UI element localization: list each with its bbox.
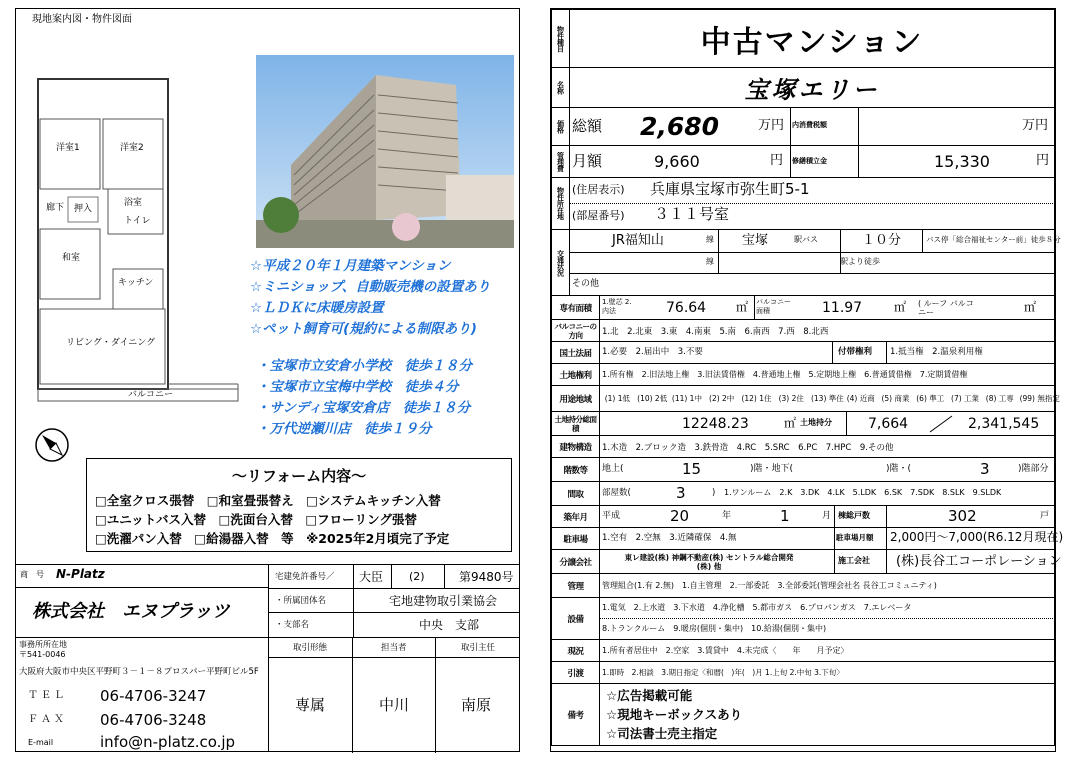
address: 大阪府大阪市中央区平野町３－１－８プロスパー平野町ビル5F [19, 667, 259, 677]
area-kind: 1.壁芯 2.内法 [602, 298, 632, 315]
zone-11: (7) 工業 [951, 394, 980, 403]
station: 宝塚 [742, 233, 769, 248]
line: JR福知山 [612, 233, 664, 248]
month: 1 [780, 507, 790, 525]
zone-13: (99) 無指定 [1019, 394, 1060, 403]
building-photo [256, 55, 514, 248]
floorplan [28, 39, 243, 404]
roof-label: ( ルーフ バルコニー [918, 299, 974, 317]
land-right: 1.所有権 2.旧法地上権 3.旧法賃借権 4.普通地上権 5.定期地上権 6.普通賃借権 7.定期賃借権 [600, 364, 1055, 386]
structure: 1.木造 2.ブロック造 3.鉄骨造 4.RC 5.SRC 6.PC 7.HPC 9.その他 [600, 436, 1055, 458]
assoc-label: ・所属団体名 [275, 596, 327, 606]
balcony: 11.97 [822, 300, 863, 316]
nearby-4: ・万代逆瀬川店 徒歩１９分 [256, 421, 432, 437]
property-name: 宝塚エリー [570, 68, 1055, 108]
minutes: １０分 [862, 233, 902, 248]
price-label: 価格 [552, 108, 570, 146]
col-staff: 担当者 [381, 643, 407, 653]
kind: 中古マンション [570, 10, 1055, 68]
staff: 中川 [379, 696, 410, 714]
fax: 06-4706-3248 [100, 711, 207, 729]
status-label: 現況 [552, 640, 600, 662]
rooms-end: ) [712, 488, 716, 498]
zone-5: (12) 1住 [741, 394, 772, 403]
highlight-1: ☆平成２０年１月建築マンション [250, 258, 451, 274]
nearby-1: ・宝塚市立安倉小学校 徒歩１８分 [256, 358, 472, 374]
zip: 〒541-0046 [19, 650, 66, 659]
row-seller [552, 550, 1055, 574]
spec-table [551, 9, 1061, 296]
seller: 東レ建設(株) 神鋼不動産(株) セントラル総合開発(株) 他 [624, 553, 794, 571]
land-share-label: 土地持分総面積 [552, 412, 600, 436]
land-right-label: 土地権利 [552, 364, 600, 386]
land-total: 12248.23 [682, 416, 749, 432]
zone-9: (5) 商業 [881, 394, 910, 403]
line2-suffix: 線 [706, 257, 714, 266]
row-status [552, 640, 1055, 662]
nearby-list [256, 354, 518, 438]
units: 302 [948, 507, 977, 525]
row-facility [552, 598, 1055, 640]
notes-label: 備考 [552, 684, 600, 746]
room-label-1: 洋室1 [56, 143, 80, 153]
row-law [552, 342, 1055, 364]
office-label: 事務所所在地 [19, 640, 67, 649]
row-structure [552, 436, 1055, 458]
row-direction [552, 320, 1055, 342]
row-built [552, 506, 1055, 528]
rooms-pre: 部屋数( [602, 488, 631, 498]
tax-label: 内消費税額 [792, 121, 827, 129]
facility-2: 8.トランクルーム 9.暖房(個別・集中) 10.給湯(個別・集中) [602, 624, 827, 633]
floors-label: 階数等 [552, 458, 600, 482]
row-manage [552, 574, 1055, 598]
station-suffix: 駅バス [794, 235, 818, 244]
row-area [552, 296, 1055, 320]
parking-fee: 2,000円～7,000(R6.12月現在) [890, 530, 1064, 544]
reform-line-1: □全室クロス張替 □和室畳張替え □システムキッチン入替 [95, 493, 441, 508]
price-unit: 万円 [758, 118, 785, 133]
highlight-2: ☆ミニショップ、自動販売機の設置あり [250, 279, 491, 295]
note-2: ☆現地キーボックスあり [606, 707, 743, 722]
room-label-9: 浴室 [124, 198, 143, 208]
branch-label: ・支部名 [275, 620, 310, 630]
zone-2: (10) 2低 [637, 394, 668, 403]
mgmt-fee: 9,660 [654, 152, 700, 171]
builder: (株)長谷工コーポレーション [896, 554, 1062, 569]
price: 2,680 [640, 112, 720, 141]
traffic-label: 交通状況 [552, 230, 570, 296]
room: ３１１号室 [654, 205, 730, 223]
room-label-10: トイレ [124, 216, 151, 226]
fraction-slash [926, 414, 956, 434]
row-name [552, 68, 1055, 108]
land-total-unit: ㎡ [784, 416, 797, 430]
balcony-label: バルコニー面積 [756, 298, 791, 315]
addr-kind: (住居表示) [572, 183, 625, 196]
compass-icon [34, 427, 70, 463]
roof-unit: ㎡ [1024, 300, 1037, 314]
license-round: (2) [409, 570, 425, 583]
above-end: )階・地下( [750, 464, 794, 474]
area-unit: ㎡ [736, 300, 749, 314]
zone-7: (13) 準住 [810, 394, 844, 403]
bus-note: バス停「総合福祉センター前」徒歩８分 [926, 235, 1061, 244]
balcony-unit: ㎡ [894, 300, 907, 314]
law: 1.必要 2.届出中 3.不要 [602, 347, 703, 357]
tel: 06-4706-3247 [100, 687, 207, 705]
row-handover [552, 662, 1055, 684]
seller-label: 分譲会社 [552, 550, 600, 574]
area: 76.64 [666, 300, 707, 316]
repair-fee: 15,330 [934, 152, 990, 171]
zone-10: (6) 準工 [916, 394, 945, 403]
monthly-label: 月額 [572, 152, 603, 170]
directions: 1.北 2.北東 3.東 4.南東 5.南 6.南西 7.西 8.北西 [600, 320, 1055, 342]
handover: 1.即時 2.相談 3.期日指定〈和暦( )年( )月 1.上旬 2.中旬 3.下旬〉 [600, 662, 1055, 684]
note-1: ☆広告掲載可能 [606, 688, 693, 703]
row-kind [552, 10, 1055, 68]
loc-label: 物件所在地 [552, 178, 570, 230]
builder-label: 施工会社 [838, 556, 870, 565]
parking-fee-label: 駐車場月額 [836, 533, 874, 542]
spec-table-lower [551, 295, 1064, 746]
walk-label: 駅より徒歩 [840, 257, 880, 266]
era: 平成 [602, 511, 621, 521]
property-flyer-left [15, 8, 520, 752]
license-label: 宅建免許番号／ [275, 572, 335, 582]
trade-label: 商 号 [20, 570, 44, 579]
room-kind: (部屋番号) [572, 209, 625, 222]
manage: 管理組合(1.有 2.無) 1.自主管理 2.一部委託 3.全部委託(管理会社名 長谷工コミュニティ) [600, 574, 1055, 598]
below-end: )階・( [886, 464, 912, 474]
layouts: 1.ワンルーム 2.K 3.DK 4.LK 5.LDK 6.SK 7.SDK 8.SLK 9.SLDK [724, 488, 1002, 497]
dir-label: バルコニーの方向 [552, 320, 600, 342]
zone-8: (4) 近商 [846, 394, 875, 403]
row-land-right [552, 364, 1055, 386]
map-title: 現地案内図・物件図面 [32, 14, 132, 25]
license-no: 第9480号 [459, 570, 514, 584]
zone-3: (11) 1中 [671, 394, 702, 403]
row-notes [552, 684, 1055, 746]
right-attached: 1.抵当権 2.温泉利用権 [890, 347, 983, 357]
mgmt-yen: 円 [770, 153, 784, 168]
kind-label: 物件種目 [552, 10, 570, 68]
zone-4: (2) 2中 [709, 394, 735, 403]
floor-end: )階部分 [1018, 464, 1049, 474]
row-zone [552, 386, 1055, 412]
room-label-2: 洋室2 [120, 143, 144, 153]
email[interactable]: info@n-platz.co.jp [100, 733, 236, 751]
company-logo: N-Platz [56, 567, 105, 581]
above-val: 15 [682, 460, 702, 478]
share-num: 7,664 [868, 416, 909, 432]
highlights [250, 254, 520, 338]
reform-line-3: □洗濯パン入替 □給湯器入替 等 ※2025年2月頃完了予定 [95, 531, 450, 546]
row-layout [552, 482, 1055, 506]
col-deal-type: 取引形態 [293, 643, 328, 653]
address: 兵庫県宝塚市弥生町5-1 [650, 180, 810, 198]
assoc: 宅地建物取引業協会 [389, 594, 498, 608]
structure-label: 建物構造 [552, 436, 600, 458]
company-name: 株式会社 エヌプラッツ [32, 601, 230, 622]
other: その他 [572, 279, 600, 289]
above-label: 地上( [602, 464, 624, 474]
room-label-8: 廊下 [46, 203, 65, 213]
layout-label: 間取 [552, 482, 600, 506]
units-unit: 戸 [1040, 511, 1050, 521]
property-spec-sheet [550, 8, 1064, 752]
tax-unit: 万円 [1022, 118, 1049, 133]
note-3: ☆司法書士売主指定 [606, 726, 718, 741]
floor-val: 3 [980, 460, 990, 478]
row-traffic [552, 230, 1055, 296]
branch: 中央 支部 [419, 618, 480, 632]
row-land-share [552, 412, 1055, 436]
row-floors [552, 458, 1055, 482]
highlight-3: ☆ＬＤＫに床暖房設置 [250, 300, 384, 316]
room-label-7: 押入 [74, 204, 93, 214]
units-label: 棟総戸数 [838, 511, 870, 520]
col-chief: 取引主任 [461, 643, 496, 653]
parking: 1.空有 2.空無 3.近隣確保 4.無 [602, 533, 737, 543]
name-label: 名称 [552, 68, 570, 108]
zone-1: (1) 1低 [604, 394, 631, 403]
company-footer [16, 564, 519, 751]
month-unit: 月 [822, 511, 832, 521]
room-label-3: 和室 [62, 253, 81, 263]
deal-type: 専属 [295, 696, 326, 714]
room-label-6: バルコニー [128, 390, 174, 400]
repair-yen: 円 [1036, 153, 1050, 168]
room-label-4: キッチン [118, 278, 154, 288]
year: 20 [670, 507, 690, 525]
share-den: 2,341,545 [968, 416, 1040, 432]
status: 1.所有者居住中 2.空家 3.賃貸中 4.未完成〈 年 月予定〉 [600, 640, 1055, 662]
row-location [552, 178, 1055, 230]
highlight-4: ☆ペット飼育可(規約による制限あり) [250, 321, 477, 337]
land-share-sub: 土地持分 [800, 418, 832, 427]
zone-12: (8) 工専 [985, 394, 1014, 403]
chief: 南原 [461, 696, 492, 714]
mgmt-label: 管理費 [552, 146, 570, 178]
law-label: 国土法届 [552, 342, 600, 364]
built-label: 築年月 [552, 506, 600, 528]
nearby-3: ・サンディ宝塚安倉店 徒歩１８分 [256, 400, 471, 416]
rooms: 3 [676, 484, 686, 502]
year-unit: 年 [722, 511, 732, 521]
total-label: 総額 [572, 117, 603, 135]
handover-label: 引渡 [552, 662, 600, 684]
parking-label: 駐車場 [552, 528, 600, 550]
email-label: E-mail [28, 738, 54, 747]
license-authority: 大臣 [359, 570, 384, 584]
zone-label: 用途地域 [552, 386, 600, 412]
reform-line-2: □ユニットバス入替 □洗面台入替 □フローリング張替 [95, 512, 417, 527]
facility-1: 1.電気 2.上水道 3.下水道 4.浄化槽 5.都市ガス 6.プロパンガス 7.エレベータ [602, 603, 912, 612]
row-price [552, 108, 1055, 146]
zone-6: (3) 2住 [778, 394, 804, 403]
repair-label: 修繕積立金 [792, 157, 827, 165]
room-label-5: リビング・ダイニング [66, 338, 156, 348]
tel-label: ＴＥＬ [28, 690, 67, 701]
manage-label: 管理 [552, 574, 600, 598]
fax-label: ＦＡＸ [28, 714, 67, 725]
reform-box [86, 458, 512, 552]
area-label: 専有面積 [552, 296, 600, 320]
right-attached-label: 付帯権利 [838, 347, 873, 357]
facility-label: 設備 [552, 598, 600, 640]
row-parking [552, 528, 1055, 550]
reform-title: ～リフォーム内容～ [231, 467, 367, 485]
nearby-2: ・宝塚市立宝梅中学校 徒歩４分 [256, 379, 459, 395]
row-mgmt [552, 146, 1055, 178]
line-suffix: 線 [706, 235, 714, 244]
